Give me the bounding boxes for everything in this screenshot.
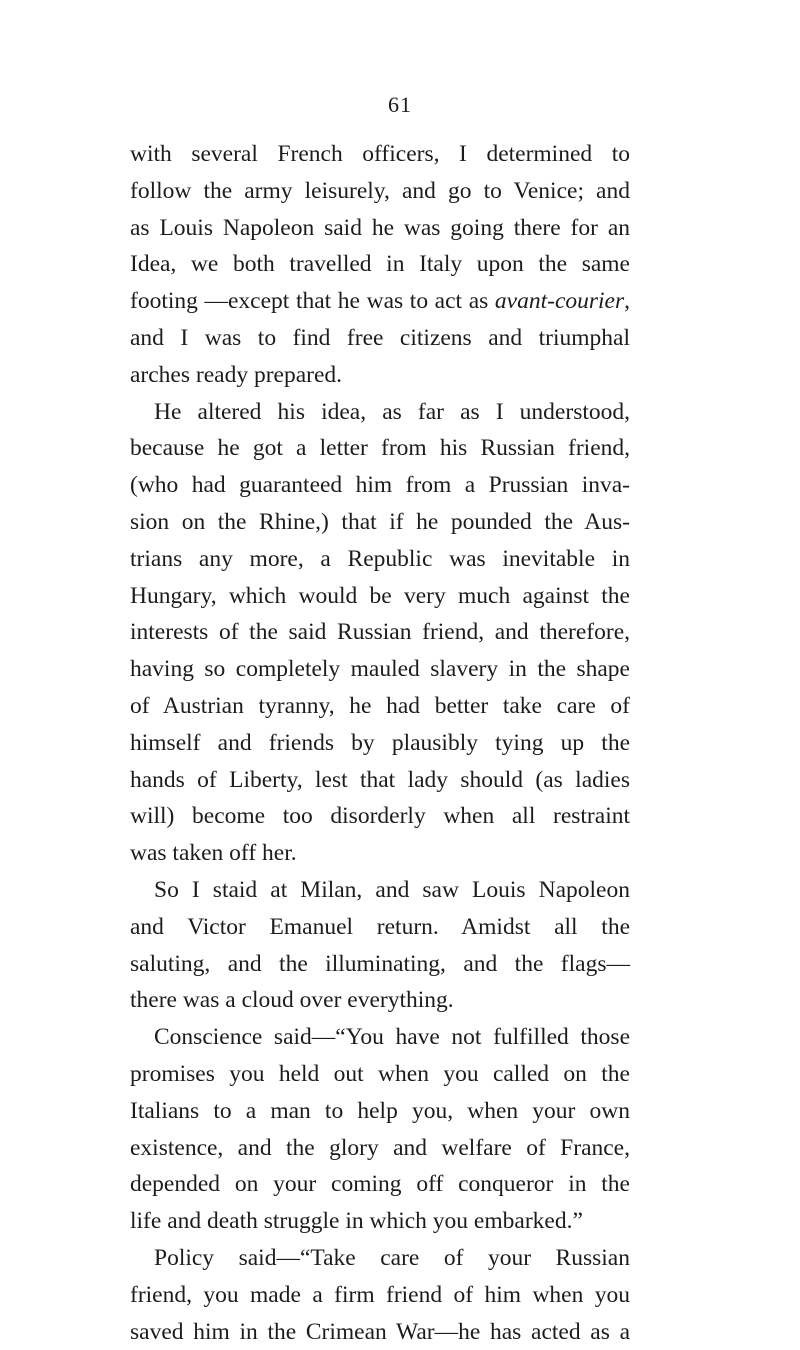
text-line: himself and friends by plausibly tying up the — [130, 725, 630, 762]
text-line: So I staid at Milan, and saw Louis Napoleon — [130, 872, 630, 909]
text-line: Policy said—“Take care of your Russian — [130, 1240, 630, 1277]
text-line: with several French officers, I determined to — [130, 136, 630, 173]
text-line: there was a cloud over everything. — [130, 982, 630, 1019]
text-line: and Victor Emanuel return. Amidst all the — [130, 909, 630, 946]
body-text — [130, 136, 630, 1350]
text-line: Conscience said—“You have not fulfilled those — [130, 1019, 630, 1056]
text-line: because he got a letter from his Russian friend, — [130, 430, 630, 467]
text-line: arches ready prepared. — [130, 357, 630, 394]
text-line: having so completely mauled slavery in the shape — [130, 651, 630, 688]
text-line: life and death struggle in which you embarked.” — [130, 1203, 630, 1240]
text-segment: footing —except that he was to act as — [130, 288, 495, 314]
text-line: depended on your coming off conqueror in the — [130, 1166, 630, 1203]
text-line: and I was to find free citizens and triumphal — [130, 320, 630, 357]
text-line: promises you held out when you called on the — [130, 1056, 630, 1093]
text-line: trians any more, a Republic was inevitable in — [130, 541, 630, 578]
text-line: sion on the Rhine,) that if he pounded the Aus- — [130, 504, 630, 541]
text-line: Italians to a man to help you, when your own — [130, 1093, 630, 1130]
text-line: will) become too disorderly when all restraint — [130, 798, 630, 835]
text-line: Hungary, which would be very much against the — [130, 578, 630, 615]
text-line: as Louis Napoleon said he was going there for an — [130, 210, 630, 247]
text-line: interests of the said Russian friend, and therefore, — [130, 614, 630, 651]
text-line: saluting, and the illuminating, and the flags— — [130, 946, 630, 983]
text-line — [130, 283, 630, 320]
text-line: hands of Liberty, lest that lady should (as ladies — [130, 762, 630, 799]
text-line: He altered his idea, as far as I understood, — [130, 394, 630, 431]
text-line: friend, you made a firm friend of him when you — [130, 1277, 630, 1314]
page-number: 61 — [0, 92, 800, 118]
text-line: was taken off her. — [130, 835, 630, 872]
italic-term: avant-courier — [495, 288, 624, 314]
text-line: of Austrian tyranny, he had better take care of — [130, 688, 630, 725]
text-line: saved him in the Crimean War—he has acted as a — [130, 1314, 630, 1350]
text-line: (who had guaranteed him from a Prussian inva- — [130, 467, 630, 504]
text-line: follow the army leisurely, and go to Venice; and — [130, 173, 630, 210]
text-segment: , — [624, 288, 630, 314]
text-line: existence, and the glory and welfare of France, — [130, 1130, 630, 1167]
text-line: Idea, we both travelled in Italy upon the same — [130, 246, 630, 283]
